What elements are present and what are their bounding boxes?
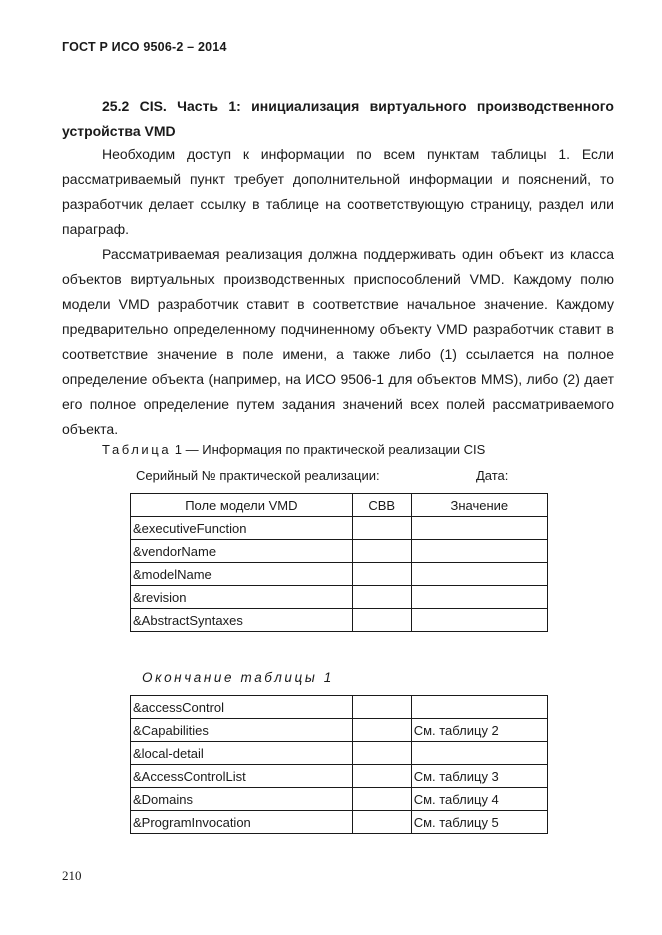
table-cell-cbb [352, 742, 411, 765]
table-cell-field: &Capabilities [131, 719, 353, 742]
table-cell-field: &AccessControlList [131, 765, 353, 788]
table-cell-value: См. таблицу 5 [411, 811, 547, 834]
table-header-row [131, 494, 548, 517]
table-row [131, 609, 548, 632]
table-row [131, 563, 548, 586]
table-caption [102, 442, 485, 457]
table-cell-cbb [352, 696, 411, 719]
table-cell-cbb [352, 540, 411, 563]
document-header: ГОСТ Р ИСО 9506-2 – 2014 [62, 40, 227, 54]
table-row [131, 765, 548, 788]
table-1-continued [130, 695, 548, 834]
table-cell-value [411, 586, 547, 609]
table-cell-value: См. таблицу 3 [411, 765, 547, 788]
table-cell-field: &revision [131, 586, 353, 609]
table-cell-field: &modelName [131, 563, 353, 586]
paragraph-2: Рассматриваемая реализация должна поддерживать один объект из класса объектов виртуальных производственных приспособлений VMD. Каждому полю модели VMD разработчик ставит в соответствие начальное значение. Каждому предварительно определенному подчиненному объекту VMD разработчик ставит в соответствие значение в поле имени, а также либо (1) ссылается на полное определение объекта (например, на ИСО 9506-1 для объектов MMS), либо (2) дает его полное определение путем задания значений всех полей рассматриваемого объекта. [62, 246, 614, 437]
table-cell-cbb [352, 609, 411, 632]
column-header-value: Значение [411, 494, 547, 517]
table-row [131, 517, 548, 540]
table-cell-field: &executiveFunction [131, 517, 353, 540]
table-caption-text: — Информация по практической реализации CIS [185, 442, 486, 457]
table-row [131, 586, 548, 609]
table-cell-field: &ProgramInvocation [131, 811, 353, 834]
column-header-field: Поле модели VMD [131, 494, 353, 517]
table-cell-field: &accessControl [131, 696, 353, 719]
table-cell-field: &AbstractSyntaxes [131, 609, 353, 632]
table-row [131, 788, 548, 811]
table-cell-field: &local-detail [131, 742, 353, 765]
table-cell-cbb [352, 586, 411, 609]
table-cell-value [411, 696, 547, 719]
table-cell-value: См. таблицу 2 [411, 719, 547, 742]
table-row [131, 742, 548, 765]
table-row [131, 811, 548, 834]
table-caption-number: 1 [174, 442, 183, 457]
table-cell-cbb [352, 517, 411, 540]
table-caption-label: Таблица [102, 442, 172, 457]
table-cell-cbb [352, 563, 411, 586]
table-cell-cbb [352, 719, 411, 742]
table-1 [130, 493, 548, 632]
serial-number-label: Серийный № практической реализации: [136, 468, 380, 483]
table-continuation-label: Окончание таблицы 1 [142, 670, 334, 685]
table-cell-value [411, 742, 547, 765]
table-row [131, 719, 548, 742]
table-cell-field: &vendorName [131, 540, 353, 563]
table-cell-cbb [352, 788, 411, 811]
paragraph-1: Необходим доступ к информации по всем пунктам таблицы 1. Если рассматриваемый пункт требует дополнительной информации и пояснений, то разработчик делает ссылку в таблице на соответствующую страницу, раздел или параграф. [62, 146, 614, 237]
section-title: 25.2 CIS. Часть 1: инициализация виртуального производственного устройства VMD [62, 98, 614, 139]
date-label: Дата: [476, 468, 509, 483]
table-cell-cbb [352, 765, 411, 788]
table-cell-field: &Domains [131, 788, 353, 811]
table-row [131, 540, 548, 563]
page-number: 210 [62, 868, 82, 883]
table-cell-value [411, 609, 547, 632]
table-cell-value [411, 517, 547, 540]
table-cell-value [411, 540, 547, 563]
table-cell-value: См. таблицу 4 [411, 788, 547, 811]
table-row [131, 696, 548, 719]
table-cell-value [411, 563, 547, 586]
table-cell-cbb [352, 811, 411, 834]
column-header-cbb: СВВ [352, 494, 411, 517]
